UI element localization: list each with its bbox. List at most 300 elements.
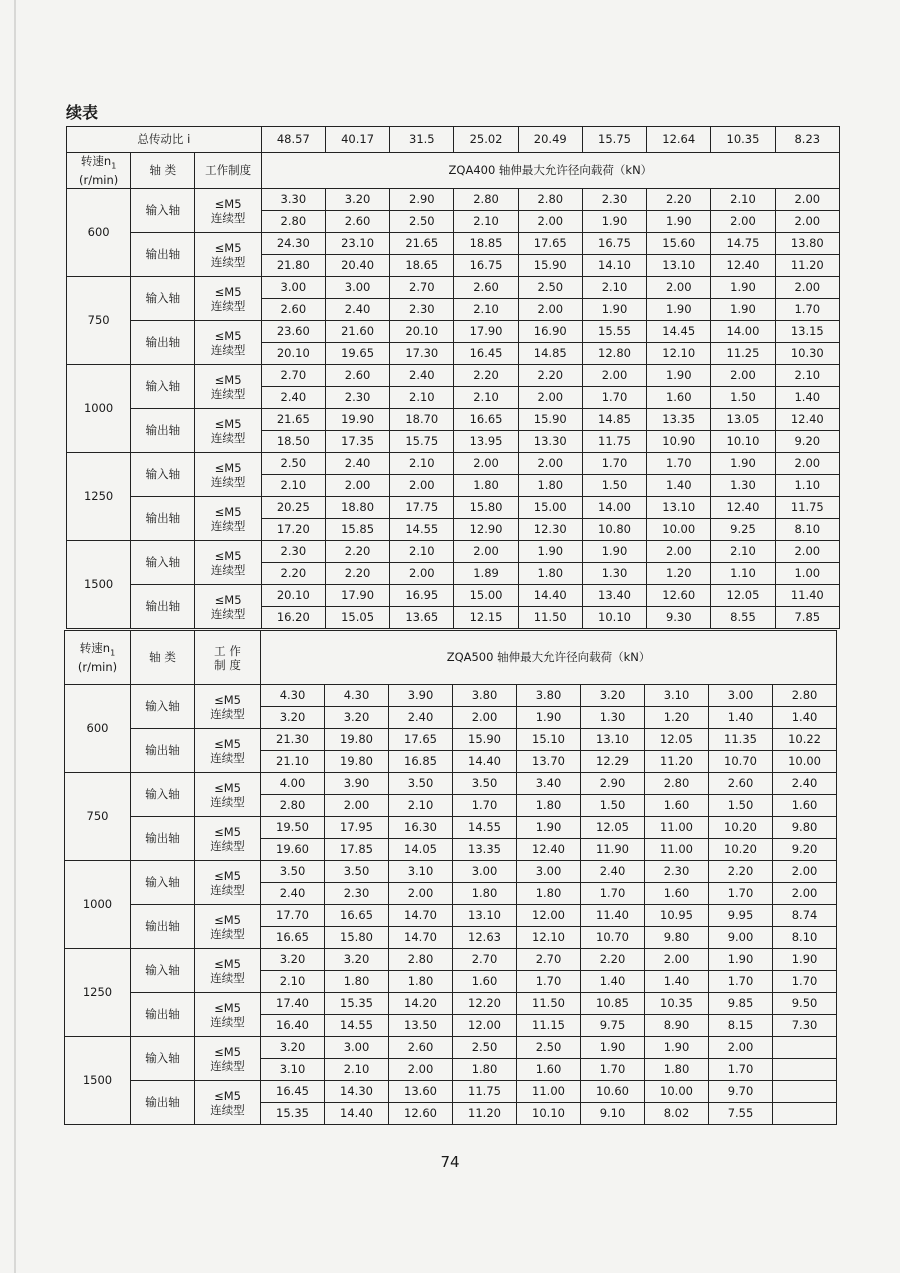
load-value: 12.40 xyxy=(775,409,839,431)
load-value: 2.40 xyxy=(261,883,325,905)
header-row xyxy=(67,153,840,189)
load-value: 20.10 xyxy=(390,321,454,343)
load-value: 2.90 xyxy=(581,773,645,795)
load-value: 16.20 xyxy=(261,607,325,629)
load-value: 9.80 xyxy=(645,927,709,949)
load-value: 18.80 xyxy=(325,497,389,519)
load-value: 2.00 xyxy=(389,1059,453,1081)
load-value: 18.65 xyxy=(390,255,454,277)
load-value: 9.20 xyxy=(775,431,839,453)
load-value: 3.20 xyxy=(261,949,325,971)
load-value: 11.00 xyxy=(645,817,709,839)
duty-continuous: 连续型 xyxy=(210,706,245,721)
load-value: 13.10 xyxy=(453,905,517,927)
load-value: 21.65 xyxy=(390,233,454,255)
ratio-value: 12.64 xyxy=(647,127,711,153)
duty-continuous: 连续型 xyxy=(210,794,245,809)
load-value: 3.20 xyxy=(325,707,389,729)
load-value: 18.85 xyxy=(454,233,518,255)
load-value: 2.00 xyxy=(773,861,837,883)
duty-header-line1: 工 作 xyxy=(214,643,241,658)
duty-continuous: 连续型 xyxy=(210,210,246,225)
load-value: 11.20 xyxy=(775,255,839,277)
load-value: 13.35 xyxy=(647,409,711,431)
load-value: 2.00 xyxy=(518,387,582,409)
section-title: ZQA400 轴伸最大允许径向载荷（kN） xyxy=(261,153,839,189)
duty-cell xyxy=(195,1081,261,1125)
load-value xyxy=(773,1103,837,1125)
load-value: 8.90 xyxy=(645,1015,709,1037)
duty-continuous: 连续型 xyxy=(210,970,245,985)
load-value: 14.20 xyxy=(389,993,453,1015)
load-value: 12.40 xyxy=(711,497,775,519)
load-value: 2.00 xyxy=(775,211,839,233)
load-value: 1.80 xyxy=(518,475,582,497)
load-value: 12.15 xyxy=(454,607,518,629)
load-value: 2.70 xyxy=(261,365,325,387)
load-value: 2.30 xyxy=(645,861,709,883)
load-value: 15.90 xyxy=(518,255,582,277)
load-value: 16.75 xyxy=(582,233,646,255)
input-shaft-label: 输入轴 xyxy=(131,365,195,409)
load-value: 12.80 xyxy=(582,343,646,365)
ratio-value: 48.57 xyxy=(261,127,325,153)
load-value: 11.00 xyxy=(645,839,709,861)
speed-value: 1250 xyxy=(65,949,131,1037)
speed-header xyxy=(67,153,131,189)
duty-cell xyxy=(195,233,261,277)
load-value: 15.35 xyxy=(261,1103,325,1125)
load-value: 1.70 xyxy=(647,453,711,475)
load-value: 2.80 xyxy=(773,685,837,707)
duty-cell xyxy=(195,497,261,541)
duty-cell xyxy=(195,817,261,861)
load-value: 1.80 xyxy=(453,1059,517,1081)
section-title: ZQA500 轴伸最大允许径向载荷（kN） xyxy=(261,631,837,685)
load-value: 2.10 xyxy=(454,387,518,409)
load-value: 10.10 xyxy=(711,431,775,453)
load-value: 13.05 xyxy=(711,409,775,431)
load-value: 10.00 xyxy=(647,519,711,541)
load-value: 14.10 xyxy=(582,255,646,277)
load-value: 2.50 xyxy=(518,277,582,299)
load-value: 2.10 xyxy=(711,541,775,563)
load-value: 9.75 xyxy=(581,1015,645,1037)
ratio-value: 31.5 xyxy=(390,127,454,153)
load-value: 2.40 xyxy=(325,299,389,321)
load-value: 3.50 xyxy=(325,861,389,883)
load-value: 2.30 xyxy=(325,883,389,905)
load-value: 2.00 xyxy=(647,277,711,299)
load-value: 2.00 xyxy=(518,299,582,321)
load-value: 2.10 xyxy=(454,211,518,233)
load-value xyxy=(773,1059,837,1081)
duty-cell xyxy=(195,861,261,905)
load-value: 1.40 xyxy=(647,475,711,497)
load-value: 2.40 xyxy=(261,387,325,409)
load-value: 12.05 xyxy=(711,585,775,607)
duty-continuous: 连续型 xyxy=(210,342,246,357)
load-value: 16.65 xyxy=(325,905,389,927)
table-row xyxy=(65,729,837,751)
load-value: 2.70 xyxy=(390,277,454,299)
load-value: 2.10 xyxy=(711,189,775,211)
load-value: 1.30 xyxy=(711,475,775,497)
load-value: 2.00 xyxy=(389,883,453,905)
load-value: 2.00 xyxy=(711,211,775,233)
load-value: 2.00 xyxy=(711,365,775,387)
load-value: 2.10 xyxy=(325,1059,389,1081)
duty-cell xyxy=(195,365,261,409)
load-value: 15.00 xyxy=(454,585,518,607)
load-value: 14.55 xyxy=(390,519,454,541)
duty-m5: ≤M5 xyxy=(214,328,242,343)
load-value: 14.40 xyxy=(518,585,582,607)
output-shaft-label: 输出轴 xyxy=(131,993,195,1037)
load-value: 10.60 xyxy=(581,1081,645,1103)
load-value: 11.50 xyxy=(517,993,581,1015)
duty-cell xyxy=(195,949,261,993)
load-value: 19.50 xyxy=(261,817,325,839)
duty-m5: ≤M5 xyxy=(214,692,241,707)
speed-label: 转速n xyxy=(79,640,111,655)
duty-cell xyxy=(195,409,261,453)
load-value: 8.74 xyxy=(773,905,837,927)
load-value: 3.00 xyxy=(261,277,325,299)
load-value: 20.25 xyxy=(261,497,325,519)
header-row xyxy=(65,631,837,685)
load-value: 2.10 xyxy=(390,541,454,563)
load-value: 2.60 xyxy=(325,365,389,387)
duty-m5: ≤M5 xyxy=(214,1088,241,1103)
load-value: 12.60 xyxy=(647,585,711,607)
load-value: 16.95 xyxy=(390,585,454,607)
load-value: 1.80 xyxy=(517,883,581,905)
load-value: 15.80 xyxy=(325,927,389,949)
output-shaft-label: 输出轴 xyxy=(131,585,195,629)
load-value: 11.35 xyxy=(709,729,773,751)
load-value: 10.30 xyxy=(775,343,839,365)
input-shaft-label: 输入轴 xyxy=(131,1037,195,1081)
load-value: 2.00 xyxy=(454,453,518,475)
load-value: 11.40 xyxy=(775,585,839,607)
load-value: 13.70 xyxy=(517,751,581,773)
load-value: 14.45 xyxy=(647,321,711,343)
load-value: 12.90 xyxy=(454,519,518,541)
ratio-value: 8.23 xyxy=(775,127,839,153)
load-value: 10.80 xyxy=(582,519,646,541)
load-value: 3.50 xyxy=(389,773,453,795)
duty-continuous: 连续型 xyxy=(210,562,246,577)
speed-value: 1000 xyxy=(67,365,131,453)
load-value: 2.20 xyxy=(518,365,582,387)
input-shaft-label: 输入轴 xyxy=(131,541,195,585)
load-value: 2.90 xyxy=(390,189,454,211)
duty-m5: ≤M5 xyxy=(214,372,242,387)
load-value: 1.90 xyxy=(581,1037,645,1059)
table-row xyxy=(67,321,840,343)
load-value: 2.40 xyxy=(581,861,645,883)
load-value: 2.00 xyxy=(390,475,454,497)
load-value: 1.10 xyxy=(775,475,839,497)
load-value: 1.10 xyxy=(711,563,775,585)
load-value: 17.85 xyxy=(325,839,389,861)
load-value: 14.30 xyxy=(325,1081,389,1103)
duty-cell xyxy=(195,189,261,233)
duty-m5: ≤M5 xyxy=(214,240,242,255)
load-value: 1.90 xyxy=(582,211,646,233)
output-shaft-label: 输出轴 xyxy=(131,233,195,277)
load-value: 2.10 xyxy=(261,475,325,497)
duty-continuous: 连续型 xyxy=(210,838,245,853)
load-value: 8.10 xyxy=(773,927,837,949)
load-value: 21.60 xyxy=(325,321,389,343)
load-value: 21.30 xyxy=(261,729,325,751)
load-value: 1.60 xyxy=(517,1059,581,1081)
load-value: 1.50 xyxy=(582,475,646,497)
load-value: 19.65 xyxy=(325,343,389,365)
duty-cell xyxy=(195,541,261,585)
load-value: 14.85 xyxy=(518,343,582,365)
load-value: 3.20 xyxy=(581,685,645,707)
load-value: 2.80 xyxy=(518,189,582,211)
load-value: 14.40 xyxy=(453,751,517,773)
input-shaft-label: 输入轴 xyxy=(131,277,195,321)
load-value: 1.40 xyxy=(645,971,709,993)
load-value: 2.00 xyxy=(518,453,582,475)
page-title: 续表 xyxy=(66,103,99,122)
load-value: 2.10 xyxy=(582,277,646,299)
speed-value: 750 xyxy=(67,277,131,365)
load-value: 2.10 xyxy=(775,365,839,387)
load-value: 15.85 xyxy=(325,519,389,541)
speed-header xyxy=(65,631,131,685)
load-value: 21.80 xyxy=(261,255,325,277)
load-value: 19.60 xyxy=(261,839,325,861)
load-value: 1.90 xyxy=(518,541,582,563)
load-value: 13.40 xyxy=(582,585,646,607)
load-value: 1.50 xyxy=(581,795,645,817)
duty-continuous: 连续型 xyxy=(210,926,245,941)
load-value: 14.40 xyxy=(325,1103,389,1125)
shaft-type-header: 轴 类 xyxy=(131,153,195,189)
output-shaft-label: 输出轴 xyxy=(131,817,195,861)
duty-continuous: 连续型 xyxy=(210,1014,245,1029)
duty-continuous: 连续型 xyxy=(210,298,246,313)
load-value: 2.40 xyxy=(773,773,837,795)
duty-continuous: 连续型 xyxy=(210,1102,245,1117)
load-value: 3.20 xyxy=(261,707,325,729)
duty-m5: ≤M5 xyxy=(214,196,242,211)
duty-cell xyxy=(195,685,261,729)
input-shaft-label: 输入轴 xyxy=(131,949,195,993)
load-value: 1.90 xyxy=(709,949,773,971)
load-value: 1.30 xyxy=(581,707,645,729)
load-value: 10.90 xyxy=(647,431,711,453)
load-value: 1.90 xyxy=(711,299,775,321)
input-shaft-label: 输入轴 xyxy=(131,773,195,817)
load-value: 20.40 xyxy=(325,255,389,277)
output-shaft-label: 输出轴 xyxy=(131,321,195,365)
load-value: 1.50 xyxy=(711,387,775,409)
load-value: 1.40 xyxy=(773,707,837,729)
load-value: 10.22 xyxy=(773,729,837,751)
ratio-value: 25.02 xyxy=(454,127,518,153)
table-row xyxy=(65,861,837,883)
load-value: 17.90 xyxy=(454,321,518,343)
duty-cell xyxy=(195,729,261,773)
load-value: 1.90 xyxy=(773,949,837,971)
load-value: 2.20 xyxy=(709,861,773,883)
load-value: 1.70 xyxy=(709,883,773,905)
load-value: 1.40 xyxy=(709,707,773,729)
load-value: 2.20 xyxy=(581,949,645,971)
load-value: 9.80 xyxy=(773,817,837,839)
speed-subscript: 1 xyxy=(110,648,116,658)
load-value: 1.90 xyxy=(647,211,711,233)
load-value: 2.80 xyxy=(261,211,325,233)
table-row xyxy=(65,905,837,927)
load-value: 2.00 xyxy=(645,949,709,971)
input-shaft-label: 输入轴 xyxy=(131,685,195,729)
load-value: 21.10 xyxy=(261,751,325,773)
load-value: 2.00 xyxy=(775,277,839,299)
load-value: 4.30 xyxy=(325,685,389,707)
speed-value: 750 xyxy=(65,773,131,861)
load-value: 7.85 xyxy=(775,607,839,629)
load-value: 13.10 xyxy=(581,729,645,751)
load-value: 11.75 xyxy=(582,431,646,453)
load-value: 2.80 xyxy=(454,189,518,211)
load-value: 2.50 xyxy=(453,1037,517,1059)
load-value: 1.60 xyxy=(453,971,517,993)
duty-header: 工作制度 xyxy=(195,153,261,189)
load-value: 14.85 xyxy=(582,409,646,431)
load-value: 1.80 xyxy=(454,475,518,497)
load-value: 1.60 xyxy=(645,883,709,905)
load-value: 2.00 xyxy=(647,541,711,563)
load-value: 1.70 xyxy=(581,1059,645,1081)
ratio-value: 15.75 xyxy=(582,127,646,153)
duty-m5: ≤M5 xyxy=(214,956,241,971)
duty-m5: ≤M5 xyxy=(214,416,242,431)
load-value: 12.29 xyxy=(581,751,645,773)
load-value: 17.70 xyxy=(261,905,325,927)
load-value: 3.50 xyxy=(453,773,517,795)
output-shaft-label: 输出轴 xyxy=(131,1081,195,1125)
load-value: 1.89 xyxy=(454,563,518,585)
duty-m5: ≤M5 xyxy=(214,868,241,883)
load-value: 17.30 xyxy=(390,343,454,365)
load-value: 1.40 xyxy=(775,387,839,409)
load-value: 2.10 xyxy=(454,299,518,321)
load-value: 12.00 xyxy=(453,1015,517,1037)
load-value: 8.10 xyxy=(775,519,839,541)
duty-continuous: 连续型 xyxy=(210,474,246,489)
load-value: 1.70 xyxy=(709,1059,773,1081)
duty-cell xyxy=(195,321,261,365)
duty-cell xyxy=(195,1037,261,1081)
load-value: 16.65 xyxy=(261,927,325,949)
load-value: 2.00 xyxy=(775,541,839,563)
load-value: 10.00 xyxy=(773,751,837,773)
speed-value: 1500 xyxy=(65,1037,131,1125)
load-value: 2.00 xyxy=(775,453,839,475)
load-value: 3.40 xyxy=(517,773,581,795)
load-value: 15.90 xyxy=(453,729,517,751)
load-value: 15.75 xyxy=(390,431,454,453)
load-value: 2.60 xyxy=(454,277,518,299)
load-value: 11.75 xyxy=(453,1081,517,1103)
load-value: 12.00 xyxy=(517,905,581,927)
load-value: 3.20 xyxy=(325,189,389,211)
load-value: 10.20 xyxy=(709,839,773,861)
output-shaft-label: 输出轴 xyxy=(131,409,195,453)
load-value: 23.60 xyxy=(261,321,325,343)
load-value: 17.20 xyxy=(261,519,325,541)
load-value: 2.20 xyxy=(261,563,325,585)
load-value: 2.60 xyxy=(709,773,773,795)
load-value: 1.70 xyxy=(582,453,646,475)
load-value: 8.15 xyxy=(709,1015,773,1037)
load-value: 15.35 xyxy=(325,993,389,1015)
load-value: 11.00 xyxy=(517,1081,581,1103)
load-value: 1.80 xyxy=(325,971,389,993)
load-value: 12.05 xyxy=(645,729,709,751)
load-value: 2.30 xyxy=(390,299,454,321)
load-value: 2.60 xyxy=(389,1037,453,1059)
load-value: 1.00 xyxy=(775,563,839,585)
duty-continuous: 连续型 xyxy=(210,606,246,621)
load-value: 4.00 xyxy=(261,773,325,795)
duty-continuous: 连续型 xyxy=(210,386,246,401)
table-row xyxy=(65,1081,837,1103)
load-value: 8.55 xyxy=(711,607,775,629)
load-value: 13.10 xyxy=(647,255,711,277)
load-value: 2.40 xyxy=(390,365,454,387)
load-value: 12.05 xyxy=(581,817,645,839)
duty-header xyxy=(195,631,261,685)
load-value: 16.30 xyxy=(389,817,453,839)
load-value: 3.10 xyxy=(389,861,453,883)
load-value: 1.80 xyxy=(517,795,581,817)
load-value: 2.70 xyxy=(453,949,517,971)
load-value: 14.05 xyxy=(389,839,453,861)
speed-subscript: 1 xyxy=(111,161,117,171)
duty-cell xyxy=(195,773,261,817)
load-value: 2.30 xyxy=(261,541,325,563)
load-value: 1.60 xyxy=(645,795,709,817)
table-row xyxy=(67,189,840,211)
load-value: 2.50 xyxy=(517,1037,581,1059)
load-value: 1.60 xyxy=(773,795,837,817)
load-value: 1.90 xyxy=(645,1037,709,1059)
load-value: 15.55 xyxy=(582,321,646,343)
load-value: 1.40 xyxy=(581,971,645,993)
load-value: 12.10 xyxy=(647,343,711,365)
load-value: 10.85 xyxy=(581,993,645,1015)
load-value: 15.00 xyxy=(518,497,582,519)
load-value: 14.55 xyxy=(325,1015,389,1037)
load-value: 3.00 xyxy=(517,861,581,883)
duty-m5: ≤M5 xyxy=(214,736,241,751)
table-row xyxy=(67,453,840,475)
load-value: 11.20 xyxy=(645,751,709,773)
table-row xyxy=(67,541,840,563)
input-shaft-label: 输入轴 xyxy=(131,453,195,497)
load-value: 10.00 xyxy=(645,1081,709,1103)
duty-m5: ≤M5 xyxy=(214,504,242,519)
